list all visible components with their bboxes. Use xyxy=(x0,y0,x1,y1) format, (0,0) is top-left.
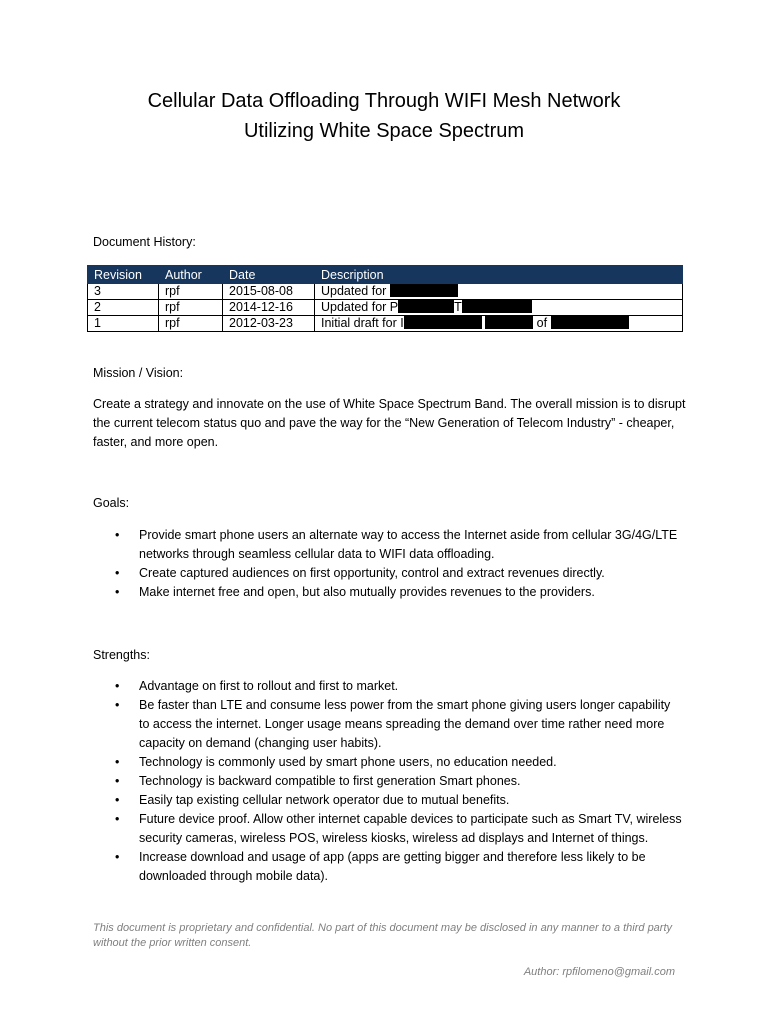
author-email: Author: rpfilomeno@gmail.com xyxy=(523,966,675,978)
cell-date: 2014-12-16 xyxy=(223,300,315,316)
cell-author: rpf xyxy=(159,284,223,300)
table-row xyxy=(88,316,683,332)
table-header-row xyxy=(88,266,683,284)
table-row xyxy=(88,300,683,316)
list-item: • Technology is commonly used by smart phone users, no education needed. xyxy=(93,753,683,772)
redaction-block xyxy=(462,300,532,313)
cell-date: 2015-08-08 xyxy=(223,284,315,300)
desc-text: of xyxy=(536,316,548,330)
history-label: Document History: xyxy=(93,235,196,249)
list-item: • Future device proof. Allow other internet capable devices to participate such as Smart TV, wireless security cameras, wireless POS, wireless kiosks, wireless ad displays and Internet of things. xyxy=(115,812,682,845)
cell-revision: 2 xyxy=(88,300,159,316)
goals-list xyxy=(93,526,683,602)
bullet-icon: • xyxy=(115,812,120,826)
title-line-1: Cellular Data Offloading Through WIFI Mesh Network xyxy=(147,90,621,112)
list-item: • Provide smart phone users an alternate way to access the Internet aside from cellular 3G/4G/LTE networks through seamless cellular data to WIFI data offloading. xyxy=(115,528,678,561)
strengths-list xyxy=(93,677,683,886)
header-date: Date xyxy=(223,266,315,284)
header-author: Author xyxy=(159,266,223,284)
list-item: • Be faster than LTE and consume less power from the smart phone giving users longer capability to access the internet. Longer usage means spreading the demand over time rather need more capacity on demand (changing user habits). xyxy=(115,698,671,750)
redaction-block xyxy=(390,284,458,297)
cell-description xyxy=(315,300,683,316)
mission-text: Create a strategy and innovate on the use of White Space Spectrum Band. The overall mission is to disrupt the current telecom status quo and pave the way for the “New Generation of Telecom Industry” - cheaper, faster, and more open. xyxy=(93,397,686,449)
bullet-icon: • xyxy=(115,774,120,788)
bullet-icon: • xyxy=(115,528,120,542)
list-item: • Easily tap existing cellular network operator due to mutual benefits. xyxy=(93,791,683,810)
goals-label: Goals: xyxy=(93,496,130,510)
bullet-icon: • xyxy=(115,850,120,864)
bullet-icon: • xyxy=(115,755,120,769)
cell-description xyxy=(315,316,683,332)
header-description: Description xyxy=(315,266,683,284)
bullet-icon: • xyxy=(115,585,120,599)
list-item: • Advantage on first to rollout and first to market. xyxy=(93,677,683,696)
mission-label: Mission / Vision: xyxy=(93,366,184,380)
cell-author: rpf xyxy=(159,300,223,316)
bullet-icon: • xyxy=(115,679,120,693)
header-revision: Revision xyxy=(88,266,159,284)
redaction-block xyxy=(404,316,482,329)
title-line-2: Utilizing White Space Spectrum xyxy=(243,120,525,142)
redaction-block xyxy=(551,316,629,329)
bullet-icon: • xyxy=(115,698,120,712)
list-item: • Technology is backward compatible to first generation Smart phones. xyxy=(93,772,683,791)
confidentiality-notice: This document is proprietary and confidential. No part of this document may be disclosed in any manner to a third party without the prior written consent. xyxy=(93,922,673,949)
document-history-table xyxy=(87,265,683,332)
desc-text: Updated for P xyxy=(321,300,399,314)
cell-description xyxy=(315,284,683,300)
list-item: • Increase download and usage of app (apps are getting bigger and therefore less likely to be downloaded through mobile data). xyxy=(115,850,646,883)
desc-text: Initial draft for I xyxy=(321,316,404,330)
cell-revision: 3 xyxy=(88,284,159,300)
redaction-block xyxy=(485,316,533,329)
bullet-icon: • xyxy=(115,793,120,807)
redaction-block xyxy=(398,300,454,313)
list-item: • Create captured audiences on first opportunity, control and extract revenues directly. xyxy=(93,564,683,583)
desc-text: T xyxy=(454,300,462,314)
list-item: • Make internet free and open, but also mutually provides revenues to the providers. xyxy=(93,583,683,602)
table-row xyxy=(88,284,683,300)
document-title xyxy=(0,86,768,146)
cell-revision: 1 xyxy=(88,316,159,332)
cell-author: rpf xyxy=(159,316,223,332)
strengths-label: Strengths: xyxy=(93,648,150,662)
bullet-icon: • xyxy=(115,566,120,580)
cell-date: 2012-03-23 xyxy=(223,316,315,332)
desc-text: Updated for xyxy=(321,284,390,298)
